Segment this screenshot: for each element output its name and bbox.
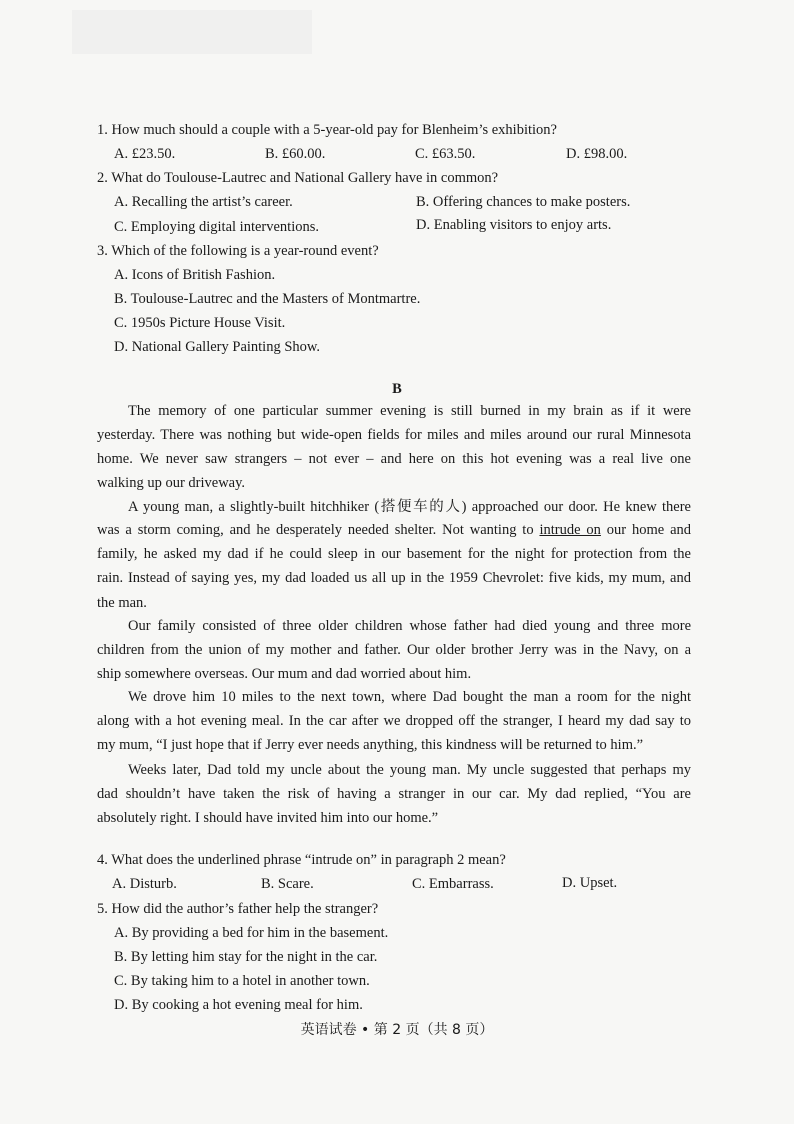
- question-2-option-a: A. Recalling the artist’s career.: [114, 194, 293, 210]
- question-2-stem: 2. What do Toulouse-Lautrec and National Gallery have in common?: [97, 170, 499, 186]
- question-3-option-a: A. Icons of British Fashion.: [114, 267, 276, 283]
- question-1-option-c: C. £63.50.: [415, 146, 476, 162]
- passage-p5-line-2: dad shouldn’t have taken the risk of having a stranger in our car. My dad replied, “You are: [97, 786, 691, 802]
- passage-p3-line-3: ship somewhere overseas. Our mum and dad worried about him.: [97, 666, 472, 682]
- question-3-stem: 3. Which of the following is a year-round event?: [97, 243, 379, 259]
- passage-p3-line-2: children from the union of my mother and father. Our older brother Jerry was in the Navy, on a: [97, 642, 691, 658]
- question-5-option-c: C. By taking him to a hotel in another town.: [114, 973, 370, 989]
- page-footer: 英语试卷 • 第 2 页（共 8 页）: [300, 1022, 494, 1038]
- passage-p2-line-4: rain. Instead of saying yes, my dad loaded us all up in the 1959 Chevrolet: five kids, my mum, and: [97, 570, 691, 586]
- question-2-option-c: C. Employing digital interventions.: [114, 219, 319, 235]
- question-1-option-a: A. £23.50.: [114, 146, 176, 162]
- question-1-option-d: D. £98.00.: [566, 146, 628, 162]
- passage-p2-line-2: [97, 521, 691, 539]
- question-5-stem: 5. How did the author’s father help the stranger?: [97, 901, 379, 917]
- question-3-option-b: B. Toulouse-Lautrec and the Masters of Montmartre.: [114, 291, 421, 307]
- passage-p2-line-2-after: our home and: [600, 522, 692, 538]
- question-4-stem: 4. What does the underlined phrase “intrude on” in paragraph 2 mean?: [97, 852, 506, 868]
- passage-p1-line-1: The memory of one particular summer evening is still burned in my brain as if it were: [128, 403, 691, 419]
- passage-p2-line-1: A young man, a slightly-built hitchhiker (搭便车的人) approached our door. He knew there: [128, 499, 691, 515]
- passage-p1-line-2: yesterday. There was nothing but wide-open fields for miles and miles around our rural Minnesota: [97, 427, 691, 443]
- passage-p4-line-3: my mum, “I just hope that if Jerry ever needs anything, this kindness will be returned to him.”: [97, 737, 644, 753]
- question-1-stem: 1. How much should a couple with a 5-year-old pay for Blenheim’s exhibition?: [97, 122, 557, 138]
- question-2-option-b: B. Offering chances to make posters.: [416, 194, 631, 210]
- passage-p3-line-1: Our family consisted of three older children whose father had died young and three more: [128, 618, 691, 634]
- underlined-phrase: intrude on: [539, 522, 601, 538]
- passage-p5-line-3: absolutely right. I should have invited him into our home.”: [97, 810, 439, 826]
- section-b-title: B: [392, 381, 402, 397]
- passage-p2-line-2-before: was a storm coming, and he desperately needed shelter. Not wanting to: [97, 522, 540, 538]
- question-5-option-b: B. By letting him stay for the night in the car.: [114, 949, 378, 965]
- passage-p1-line-4: walking up our driveway.: [97, 475, 246, 491]
- scan-artifact: [72, 10, 312, 54]
- passage-p2-line-5: the man.: [97, 595, 147, 611]
- question-4-option-b: B. Scare.: [261, 876, 314, 892]
- question-1-option-b: B. £60.00.: [265, 146, 326, 162]
- question-4-option-d: D. Upset.: [562, 875, 618, 891]
- question-4-option-c: C. Embarrass.: [412, 876, 494, 892]
- question-2-option-d: D. Enabling visitors to enjoy arts.: [416, 217, 612, 233]
- passage-p4-line-1: We drove him 10 miles to the next town, where Dad bought the man a room for the night: [128, 689, 691, 705]
- question-4-option-a: A. Disturb.: [112, 876, 177, 892]
- passage-p1-line-3: home. We never saw strangers – not ever – and here on this hot evening was a real live one: [97, 451, 691, 467]
- question-5-option-a: A. By providing a bed for him in the basement.: [114, 925, 389, 941]
- question-3-option-c: C. 1950s Picture House Visit.: [114, 315, 286, 331]
- question-5-option-d: D. By cooking a hot evening meal for him.: [114, 997, 363, 1013]
- passage-p2-line-3: family, he asked my dad if he could sleep in our basement for the night for protection from the: [97, 546, 691, 562]
- passage-p4-line-2: along with a hot evening meal. In the car after we dropped off the stranger, I heard my dad say to: [97, 713, 691, 729]
- question-3-option-d: D. National Gallery Painting Show.: [114, 339, 321, 355]
- passage-p5-line-1: Weeks later, Dad told my uncle about the young man. My uncle suggested that perhaps my: [128, 762, 691, 778]
